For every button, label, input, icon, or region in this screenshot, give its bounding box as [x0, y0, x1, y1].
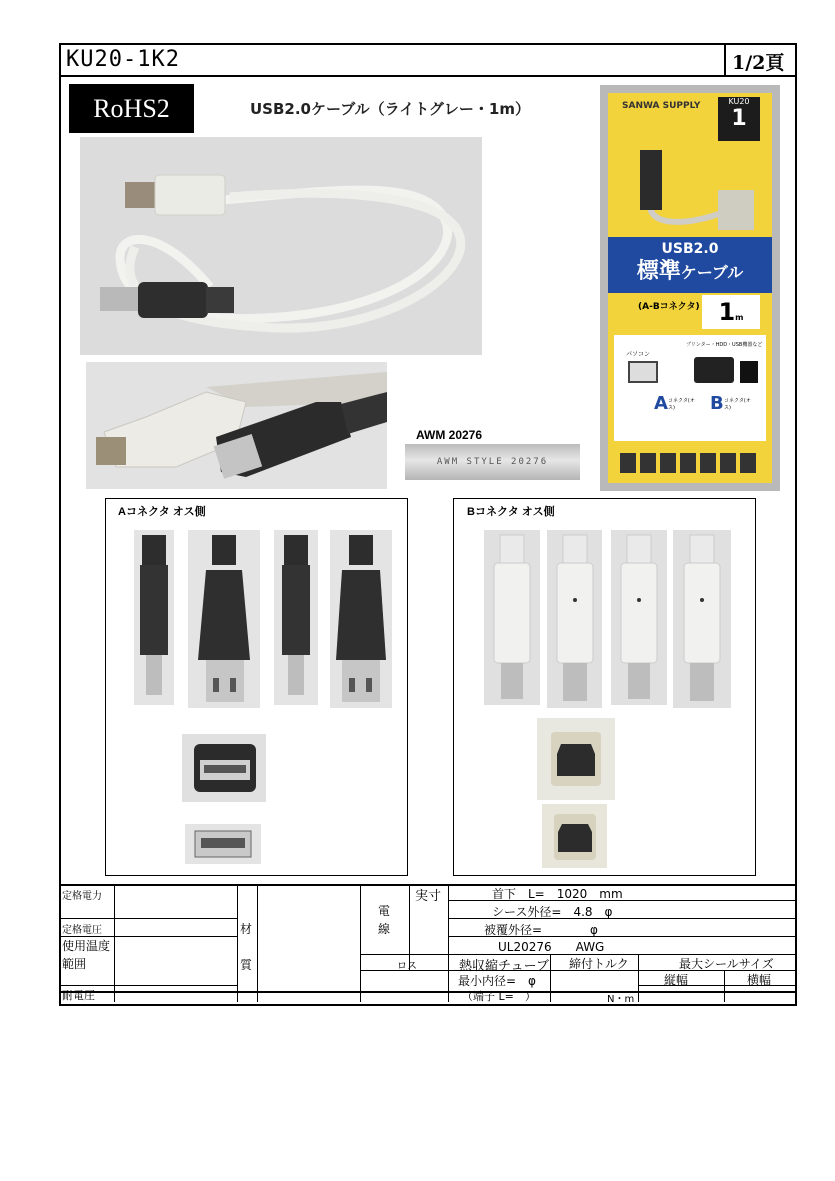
label-loss: ロス	[397, 961, 417, 972]
package-length-box	[718, 97, 760, 141]
b-end-photo-1	[537, 718, 615, 800]
b-front-photo-2	[673, 530, 731, 708]
connector-b-title: Bコネクタ オス側	[467, 506, 555, 518]
spec-table	[59, 884, 797, 1004]
page-number: 1/2頁	[732, 52, 785, 74]
package-photo	[600, 85, 780, 491]
label-material-1: 材	[240, 922, 253, 936]
spec-min-id: 最小内径= φ	[458, 974, 536, 988]
label-shrink-tube: 熱収縮チューブ	[459, 959, 549, 974]
model-number: KU20-1K2	[66, 47, 180, 72]
laptop-icon	[628, 361, 658, 383]
spec-ul: UL20276 AWG	[498, 940, 605, 954]
package-length-digit: 1	[718, 298, 736, 326]
diagram-b-sub: コネクタ(オス)	[724, 398, 751, 411]
header-divider	[724, 43, 726, 77]
package-length-big	[702, 295, 760, 329]
spec-length: 首下 L= 1020 mm	[492, 887, 623, 901]
label-withstand-voltage: 耐電圧	[62, 989, 95, 1002]
label-material-2: 質	[240, 958, 253, 972]
package-connector-label: (A-Bコネクタ)	[638, 302, 700, 312]
rohs-badge: RoHS2	[69, 84, 194, 133]
diagram-a-sub: コネクタ(オス)	[668, 398, 695, 411]
b-front-photo-1	[547, 530, 602, 708]
spec-coating-od: 被覆外径= φ	[484, 923, 598, 937]
label-wire-2: 線	[378, 922, 391, 936]
awm-cable-print: AWM STYLE 20276	[405, 444, 580, 480]
banner-line2-a: 標準	[636, 259, 681, 284]
a-end-photo-2	[185, 824, 261, 864]
spec-terminal: （端子 L= ）	[462, 990, 536, 1003]
label-seal-height: 縦幅	[664, 973, 689, 987]
banner-line1: USB2.0	[661, 241, 719, 257]
package-length-unit: m	[735, 313, 744, 322]
connector-a-title: Aコネクタ オス側	[118, 506, 206, 518]
package-banner	[608, 237, 772, 293]
b-side-photo-1	[484, 530, 540, 705]
package-icon-row	[620, 453, 760, 473]
printer-icon	[694, 357, 734, 383]
package-length-number: 1	[731, 106, 747, 131]
awm-label: AWM 20276	[416, 428, 483, 442]
label-seal-size: 最大シールサイズ	[679, 957, 774, 971]
a-front-photo-1	[188, 530, 260, 708]
package-diagram	[614, 335, 766, 441]
a-side-photo-1	[134, 530, 174, 705]
connector-closeup-photo	[86, 362, 387, 489]
label-temp-range-2: 範囲	[62, 957, 87, 971]
spec-sheath-od: シース外径= 4.8 φ	[492, 905, 613, 919]
label-rated-power: 定格電力	[62, 891, 102, 902]
diagram-pc-label: パソコン	[626, 351, 650, 358]
product-title: USB2.0ケーブル（ライトグレー・1m）	[250, 100, 530, 118]
label-torque: 締付トルク	[569, 957, 629, 971]
cable-photo	[80, 137, 482, 355]
b-end-photo-2	[542, 804, 607, 868]
diagram-device-label: プリンター・HDD・USB機器など	[686, 342, 763, 348]
package-model: KU20	[728, 97, 750, 106]
spec-torque-unit: N・m	[607, 994, 635, 1005]
banner-line2-b: ケーブル	[680, 263, 744, 282]
label-seal-width: 横幅	[747, 973, 772, 987]
hdd-icon	[740, 361, 758, 383]
label-wire-1: 電	[378, 904, 391, 918]
label-temp-range-1: 使用温度	[62, 939, 111, 953]
a-end-photo-1	[182, 734, 266, 802]
b-side-photo-2	[611, 530, 667, 705]
a-front-photo-2	[330, 530, 392, 708]
package-brand: SANWA SUPPLY	[622, 101, 701, 111]
diagram-b-letter: B	[710, 393, 724, 414]
label-actual-size: 実寸	[415, 889, 442, 904]
label-rated-voltage: 定格電圧	[62, 925, 102, 936]
a-side-photo-2	[274, 530, 318, 705]
diagram-a-letter: A	[654, 393, 668, 414]
